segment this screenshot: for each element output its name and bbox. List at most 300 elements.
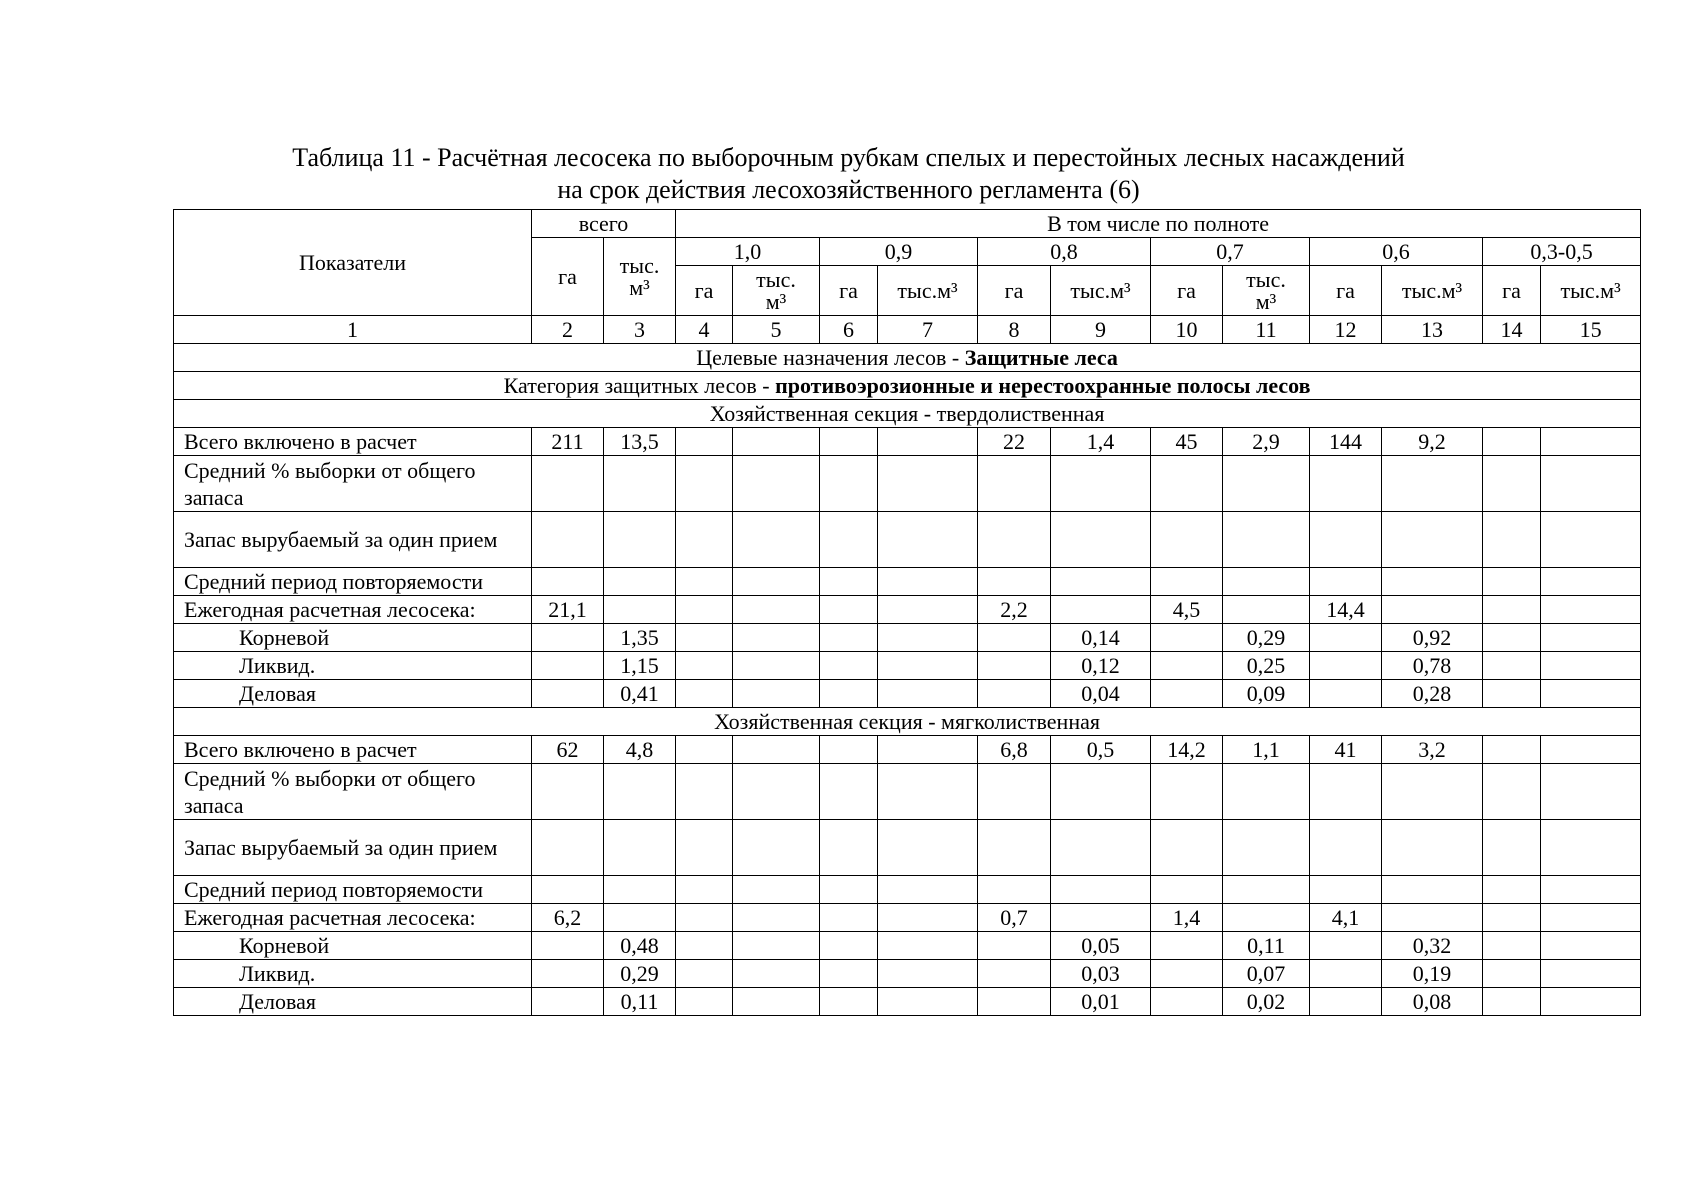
table-cell — [1051, 456, 1151, 512]
column-number: 10 — [1151, 316, 1223, 344]
table-cell — [1051, 596, 1151, 624]
table-cell — [1483, 764, 1541, 820]
table-cell — [978, 764, 1051, 820]
table-row — [174, 764, 1641, 820]
table-cell — [532, 456, 604, 512]
table-cell — [1151, 988, 1223, 1016]
header-fullness-5: 0,6 — [1310, 238, 1483, 266]
table-row — [174, 820, 1641, 876]
table-cell: 1,15 — [604, 652, 676, 680]
table-row — [174, 680, 1641, 708]
table-cell — [604, 876, 676, 904]
table-cell — [733, 736, 820, 764]
column-number: 7 — [878, 316, 978, 344]
table-row — [174, 960, 1641, 988]
column-number: 2 — [532, 316, 604, 344]
table-cell — [733, 568, 820, 596]
table-cell — [1151, 764, 1223, 820]
header-ha: га — [1483, 266, 1541, 316]
table-cell — [604, 904, 676, 932]
column-number: 12 — [1310, 316, 1382, 344]
table-cell — [1051, 568, 1151, 596]
header-ha: га — [1310, 266, 1382, 316]
table-cell — [1310, 568, 1382, 596]
table-caption — [0, 142, 1697, 206]
table-cell — [878, 624, 978, 652]
table-cell — [820, 568, 878, 596]
table-cell — [878, 932, 978, 960]
table-cell — [820, 652, 878, 680]
table-cell — [532, 820, 604, 876]
row-label: Средний период повторяемости — [174, 876, 532, 904]
table-cell: 0,92 — [1382, 624, 1483, 652]
column-number: 14 — [1483, 316, 1541, 344]
table-cell — [532, 568, 604, 596]
table-cell — [733, 596, 820, 624]
header-thous-m3: тыс.м³ — [1382, 266, 1483, 316]
table-cell: 14,4 — [1310, 596, 1382, 624]
table-cell — [1541, 876, 1641, 904]
table-cell — [733, 960, 820, 988]
table-cell — [604, 568, 676, 596]
table-cell: 0,08 — [1382, 988, 1483, 1016]
table-cell — [676, 680, 733, 708]
table-cell — [532, 988, 604, 1016]
header-thous-m3: тыс.м³ — [878, 266, 978, 316]
table-cell — [733, 764, 820, 820]
table-cell — [733, 876, 820, 904]
table-cell: 0,01 — [1051, 988, 1151, 1016]
table-cell — [733, 680, 820, 708]
table-cell — [676, 428, 733, 456]
caption-line-2: на срок действия лесохозяйственного регламента (6) — [557, 175, 1140, 204]
table-cell — [1483, 820, 1541, 876]
column-number: 4 — [676, 316, 733, 344]
table-cell — [1310, 680, 1382, 708]
table-cell — [1151, 960, 1223, 988]
table-cell — [1310, 820, 1382, 876]
table-cell: 0,09 — [1223, 680, 1310, 708]
table-cell — [1382, 568, 1483, 596]
section-title-row: Хозяйственная секция - твердолиственная — [174, 400, 1641, 428]
table-cell — [676, 988, 733, 1016]
table-cell — [676, 904, 733, 932]
table-cell — [532, 652, 604, 680]
table-cell — [820, 960, 878, 988]
table-cell — [1151, 876, 1223, 904]
table-row — [174, 904, 1641, 932]
table-cell: 0,03 — [1051, 960, 1151, 988]
table-cell — [1541, 456, 1641, 512]
table-cell — [878, 652, 978, 680]
header-fullness-3: 0,8 — [978, 238, 1151, 266]
header-total: всего — [532, 210, 676, 238]
table-cell — [676, 512, 733, 568]
table-cell: 45 — [1151, 428, 1223, 456]
table-cell — [1310, 932, 1382, 960]
table-cell — [878, 736, 978, 764]
table-cell: 1,35 — [604, 624, 676, 652]
table-cell — [1310, 652, 1382, 680]
table-cell — [1223, 876, 1310, 904]
table-cell — [1483, 932, 1541, 960]
table-cell — [878, 988, 978, 1016]
table-cell — [978, 456, 1051, 512]
table-cell — [1541, 512, 1641, 568]
table-cell — [820, 596, 878, 624]
table-cell — [532, 932, 604, 960]
table-cell: 14,2 — [1151, 736, 1223, 764]
table-cell — [978, 652, 1051, 680]
table-cell: 211 — [532, 428, 604, 456]
table-cell — [1151, 624, 1223, 652]
table-cell: 0,28 — [1382, 680, 1483, 708]
table-cell: 0,11 — [1223, 932, 1310, 960]
row-label: Запас вырубаемый за один прием — [174, 512, 532, 568]
table-cell — [1541, 568, 1641, 596]
table-cell — [1382, 820, 1483, 876]
row-label: Всего включено в расчет — [174, 736, 532, 764]
table-cell — [1541, 624, 1641, 652]
table-cell — [1382, 764, 1483, 820]
table-cell — [820, 988, 878, 1016]
header-ha: га — [676, 266, 733, 316]
row-label: Ликвид. — [174, 652, 532, 680]
table-cell — [1483, 680, 1541, 708]
table-row — [174, 736, 1641, 764]
column-number: 15 — [1541, 316, 1641, 344]
table-cell — [604, 764, 676, 820]
header-including: В том числе по полноте — [676, 210, 1641, 238]
table-cell — [676, 932, 733, 960]
table-cell: 0,5 — [1051, 736, 1151, 764]
row-label: Ликвид. — [174, 960, 532, 988]
table-cell: 62 — [532, 736, 604, 764]
table-cell — [1483, 596, 1541, 624]
table-cell — [733, 428, 820, 456]
table-cell: 0,02 — [1223, 988, 1310, 1016]
table-cell — [676, 876, 733, 904]
row-label: Ежегодная расчетная лесосека: — [174, 904, 532, 932]
column-number: 5 — [733, 316, 820, 344]
table-row — [174, 512, 1641, 568]
table-cell — [1382, 904, 1483, 932]
header-thous-m3: тыс. м³ — [1223, 266, 1310, 316]
table-cell: 0,05 — [1051, 932, 1151, 960]
table-cell — [878, 764, 978, 820]
table-cell — [733, 988, 820, 1016]
table-cell: 9,2 — [1382, 428, 1483, 456]
table-cell — [1223, 568, 1310, 596]
table-cell: 21,1 — [532, 596, 604, 624]
table-cell — [676, 764, 733, 820]
table-cell — [733, 932, 820, 960]
table-cell — [1541, 428, 1641, 456]
table-cell — [1483, 876, 1541, 904]
table-cell — [1541, 764, 1641, 820]
table-cell — [1483, 456, 1541, 512]
table-cell — [1051, 876, 1151, 904]
table-cell — [820, 736, 878, 764]
table-cell: 22 — [978, 428, 1051, 456]
table-cell — [878, 904, 978, 932]
table-cell — [820, 624, 878, 652]
table-cell — [1151, 568, 1223, 596]
table-cell — [733, 512, 820, 568]
table-cell — [978, 512, 1051, 568]
column-number: 3 — [604, 316, 676, 344]
table-cell — [878, 876, 978, 904]
table-cell — [676, 652, 733, 680]
table-cell: 4,5 — [1151, 596, 1223, 624]
table-cell — [1223, 596, 1310, 624]
table-cell — [978, 820, 1051, 876]
table-cell: 0,48 — [604, 932, 676, 960]
table-cell — [978, 624, 1051, 652]
table-row — [174, 652, 1641, 680]
table-cell: 0,25 — [1223, 652, 1310, 680]
header-fullness-4: 0,7 — [1151, 238, 1310, 266]
table-cell — [1483, 512, 1541, 568]
header-thous-m3: тыс. м³ — [733, 266, 820, 316]
table-cell — [978, 988, 1051, 1016]
table-cell — [532, 764, 604, 820]
table-cell — [1541, 736, 1641, 764]
table-cell — [978, 932, 1051, 960]
table-cell — [978, 568, 1051, 596]
table-cell — [820, 876, 878, 904]
column-number: 11 — [1223, 316, 1310, 344]
table-cell — [978, 876, 1051, 904]
table-cell — [878, 960, 978, 988]
table-cell — [1223, 904, 1310, 932]
table-cell: 0,11 — [604, 988, 676, 1016]
table-cell — [532, 624, 604, 652]
table-cell — [1483, 736, 1541, 764]
table-cell — [878, 680, 978, 708]
table-cell: 2,2 — [978, 596, 1051, 624]
table-cell — [733, 904, 820, 932]
table-cell — [532, 876, 604, 904]
table-cell — [676, 624, 733, 652]
purpose-row: Целевые назначения лесов - Защитные леса — [174, 344, 1641, 372]
table-cell — [820, 904, 878, 932]
table-cell — [820, 764, 878, 820]
table-cell — [878, 428, 978, 456]
table-cell — [1541, 680, 1641, 708]
table-cell — [820, 820, 878, 876]
column-number: 13 — [1382, 316, 1483, 344]
header-fullness-1: 1,0 — [676, 238, 820, 266]
table-cell — [676, 820, 733, 876]
table-cell — [1483, 624, 1541, 652]
table-cell: 1,4 — [1051, 428, 1151, 456]
table-cell: 0,19 — [1382, 960, 1483, 988]
table-cell: 41 — [1310, 736, 1382, 764]
table-cell — [1382, 876, 1483, 904]
table-cell — [1541, 596, 1641, 624]
table-cell — [676, 960, 733, 988]
table-cell — [878, 596, 978, 624]
table-cell — [1151, 512, 1223, 568]
table-cell — [820, 932, 878, 960]
table-cell — [878, 456, 978, 512]
table-cell — [1223, 764, 1310, 820]
header-fullness-2: 0,9 — [820, 238, 978, 266]
table-row — [174, 932, 1641, 960]
table-cell — [532, 512, 604, 568]
table-cell — [820, 680, 878, 708]
table-cell — [1382, 456, 1483, 512]
table-cell — [604, 456, 676, 512]
table-cell — [1310, 456, 1382, 512]
header-total-thous-m3: тыс. м³ — [604, 238, 676, 316]
table-row — [174, 988, 1641, 1016]
row-label: Корневой — [174, 932, 532, 960]
table-cell: 144 — [1310, 428, 1382, 456]
table-cell — [733, 820, 820, 876]
table-cell — [1151, 932, 1223, 960]
table-cell — [1310, 960, 1382, 988]
table-cell — [1541, 652, 1641, 680]
table-cell — [1541, 988, 1641, 1016]
table-cell: 0,07 — [1223, 960, 1310, 988]
table-cell — [1223, 512, 1310, 568]
table-cell — [1382, 596, 1483, 624]
table-cell — [532, 680, 604, 708]
header-indicators: Показатели — [174, 210, 532, 316]
table-cell — [878, 820, 978, 876]
table-cell — [1483, 904, 1541, 932]
table-cell — [878, 568, 978, 596]
table-cell — [1151, 680, 1223, 708]
table-cell: 13,5 — [604, 428, 676, 456]
table-row — [174, 624, 1641, 652]
table-cell — [1051, 820, 1151, 876]
caption-line-1: Таблица 11 - Расчётная лесосека по выборочным рубкам спелых и перестойных лесных насаждений — [292, 143, 1405, 172]
table-cell: 0,12 — [1051, 652, 1151, 680]
table-cell — [1051, 904, 1151, 932]
table-cell: 1,1 — [1223, 736, 1310, 764]
table-cell: 2,9 — [1223, 428, 1310, 456]
table-cell — [604, 512, 676, 568]
row-label: Средний период повторяемости — [174, 568, 532, 596]
table-cell — [733, 624, 820, 652]
table-cell — [978, 960, 1051, 988]
table-cell — [878, 512, 978, 568]
table-cell: 0,29 — [604, 960, 676, 988]
header-total-ha: га — [532, 238, 604, 316]
section-title-row: Хозяйственная секция - мягколиственная — [174, 708, 1641, 736]
table-cell: 6,2 — [532, 904, 604, 932]
row-label: Корневой — [174, 624, 532, 652]
table-cell — [1051, 764, 1151, 820]
table-cell — [1310, 988, 1382, 1016]
table-cell — [676, 596, 733, 624]
table-cell — [978, 680, 1051, 708]
table-cell — [1151, 652, 1223, 680]
table-row — [174, 428, 1641, 456]
table-cell — [733, 652, 820, 680]
table-cell: 0,7 — [978, 904, 1051, 932]
table-cell — [1051, 512, 1151, 568]
table-cell: 0,14 — [1051, 624, 1151, 652]
row-label: Всего включено в расчет — [174, 428, 532, 456]
table-cell — [1310, 876, 1382, 904]
table-cell — [1483, 960, 1541, 988]
row-label: Средний % выборки от общего запаса — [174, 764, 532, 820]
table-cell — [1541, 960, 1641, 988]
table-cell: 0,32 — [1382, 932, 1483, 960]
row-label: Запас вырубаемый за один прием — [174, 820, 532, 876]
table-cell — [1483, 568, 1541, 596]
table-cell — [1483, 652, 1541, 680]
header-ha: га — [820, 266, 878, 316]
category-row: Категория защитных лесов - противоэрозионные и нерестоохранные полосы лесов — [174, 372, 1641, 400]
table-cell — [1151, 456, 1223, 512]
table-cell: 4,1 — [1310, 904, 1382, 932]
table-cell — [1151, 820, 1223, 876]
table-cell — [1310, 764, 1382, 820]
table-cell — [820, 428, 878, 456]
row-label: Деловая — [174, 988, 532, 1016]
column-number: 1 — [174, 316, 532, 344]
table-cell — [1382, 512, 1483, 568]
allowable-cut-table — [173, 209, 1641, 1016]
table-cell: 0,78 — [1382, 652, 1483, 680]
table-cell — [1223, 820, 1310, 876]
table-cell — [1483, 428, 1541, 456]
header-ha: га — [1151, 266, 1223, 316]
column-number: 9 — [1051, 316, 1151, 344]
row-label: Деловая — [174, 680, 532, 708]
table-cell — [676, 568, 733, 596]
header-fullness-6: 0,3-0,5 — [1483, 238, 1641, 266]
table-cell: 1,4 — [1151, 904, 1223, 932]
table-row — [174, 876, 1641, 904]
header-thous-m3: тыс.м³ — [1051, 266, 1151, 316]
table-cell — [676, 736, 733, 764]
table-cell — [1223, 456, 1310, 512]
column-number-row — [174, 316, 1641, 344]
row-label: Средний % выборки от общего запаса — [174, 456, 532, 512]
table-cell — [820, 512, 878, 568]
table-cell — [820, 456, 878, 512]
header-ha: га — [978, 266, 1051, 316]
table-cell — [604, 820, 676, 876]
table-cell — [604, 596, 676, 624]
table-cell — [733, 456, 820, 512]
table-cell: 0,04 — [1051, 680, 1151, 708]
table-cell — [1483, 988, 1541, 1016]
table-cell — [532, 960, 604, 988]
table-cell — [1310, 624, 1382, 652]
table-cell — [1310, 512, 1382, 568]
table-cell — [1541, 820, 1641, 876]
table-cell: 4,8 — [604, 736, 676, 764]
table-cell: 0,29 — [1223, 624, 1310, 652]
column-number: 6 — [820, 316, 878, 344]
table-cell — [1541, 932, 1641, 960]
table-cell: 0,41 — [604, 680, 676, 708]
table-row — [174, 596, 1641, 624]
row-label: Ежегодная расчетная лесосека: — [174, 596, 532, 624]
column-number: 8 — [978, 316, 1051, 344]
table-cell: 6,8 — [978, 736, 1051, 764]
table-cell — [676, 456, 733, 512]
table-cell — [1541, 904, 1641, 932]
table-cell: 3,2 — [1382, 736, 1483, 764]
